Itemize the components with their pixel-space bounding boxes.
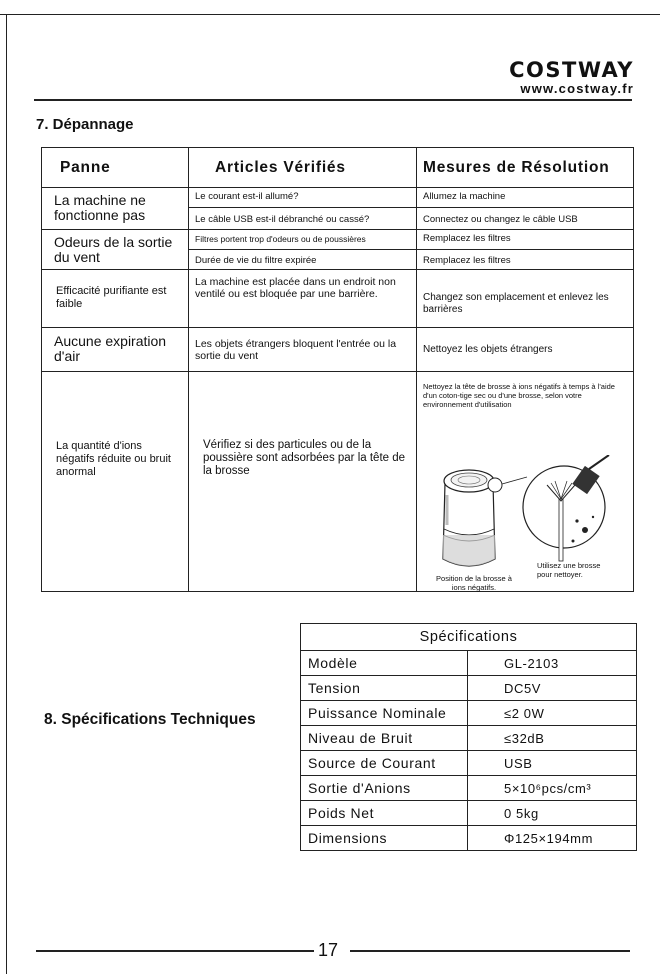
solution-item: Allumez la machine (417, 188, 633, 208)
header-solutions: Mesures de Résolution (417, 148, 634, 188)
spec-value: 0 5kg (468, 801, 637, 826)
spec-value: GL-2103 (468, 651, 637, 676)
solution-item: Nettoyez les objets étrangers (417, 328, 634, 372)
footer-rule-right (350, 950, 630, 952)
page-border-top (0, 14, 660, 15)
check-item: Filtres portent trop d'odeurs ou de poussières (189, 230, 416, 250)
header-problem: Panne (42, 148, 189, 188)
table-row (42, 270, 634, 328)
solution-item: Remplacez les filtres (417, 230, 633, 250)
brand-block (509, 60, 634, 98)
header-checks: Articles Vérifiés (189, 148, 417, 188)
problem-cell: La quantité d'ions négatifs réduite ou bruit anormal (42, 372, 189, 592)
solution-item: Connectez ou changez le câble USB (423, 214, 578, 225)
spec-table-title: Spécifications (301, 624, 637, 651)
spec-label: Modèle (301, 651, 468, 676)
table-row (301, 676, 637, 701)
check-item: Le câble USB est-il débranché ou cassé? (195, 214, 370, 225)
solution-item: Nettoyez la tête de brosse à ions négatifs à temps à l'aide d'un coton-tige sec ou d'une brosse, selon votre environnement d'utilisation (417, 372, 634, 592)
diagram-label-use-brush: Utilisez une brosse pour nettoyer. (537, 561, 601, 579)
check-item: Durée de vie du filtre expirée (195, 255, 317, 266)
problem-cell: Efficacité purifiante est faible (42, 270, 189, 328)
section-title-troubleshooting: 7. Dépannage (36, 116, 134, 133)
problem-cell: La machine ne fonctionne pas (42, 188, 189, 230)
table-row (301, 651, 637, 676)
spec-label: Dimensions (301, 826, 468, 851)
spec-label: Poids Net (301, 801, 468, 826)
header-rule (34, 99, 632, 101)
brand-url: www.costway.fr (520, 81, 634, 96)
spec-value: USB (468, 751, 637, 776)
check-item: La machine est placée dans un endroit non ventilé ou est bloquée par une barrière. (189, 270, 417, 328)
table-row (42, 328, 634, 372)
page-number: 17 (318, 940, 339, 960)
solution-item: Changez son emplacement et enlevez les barrières (417, 270, 634, 328)
solution-item: Remplacez les filtres (423, 255, 511, 266)
problem-cell: Aucune expiration d'air (42, 328, 189, 372)
spec-label: Puissance Nominale (301, 701, 468, 726)
table-row (301, 726, 637, 751)
table-row (301, 826, 637, 851)
problem-cell: Odeurs de la sortie du vent (42, 230, 189, 270)
table-header-row (42, 148, 634, 188)
diagram-label-brush-position: Position de la brosse à ions négatifs. (436, 574, 512, 592)
footer-rule-left (36, 950, 314, 952)
spec-label: Niveau de Bruit (301, 726, 468, 751)
spec-value: DC5V (468, 676, 637, 701)
check-item: Le courant est-il allumé? (189, 188, 416, 208)
check-item: Les objets étrangers bloquent l'entrée ou la sortie du vent (189, 328, 417, 372)
table-row (42, 188, 634, 230)
specifications-table (300, 623, 637, 851)
spec-label: Source de Courant (301, 751, 468, 776)
check-item: Vérifiez si des particules ou de la poussière sont adsorbées par la tête de la brosse (189, 372, 417, 592)
spec-label: Tension (301, 676, 468, 701)
table-row (42, 230, 634, 270)
table-row (301, 776, 637, 801)
table-row (301, 701, 637, 726)
table-row (301, 801, 637, 826)
section-title-specifications: 8. Spécifications Techniques (44, 711, 256, 728)
ion-brush-diagram (427, 455, 627, 595)
page-border-left (6, 14, 7, 974)
spec-value: ≤2 0W (468, 701, 637, 726)
brand-logo: COSTWAY (509, 58, 634, 82)
spec-value: 5×10⁶pcs/cm³ (468, 776, 637, 801)
spec-label: Sortie d'Anions (301, 776, 468, 801)
table-row (301, 751, 637, 776)
spec-header-row (301, 624, 637, 651)
spec-value: Φ125×194mm (468, 826, 637, 851)
spec-value: ≤32dB (468, 726, 637, 751)
